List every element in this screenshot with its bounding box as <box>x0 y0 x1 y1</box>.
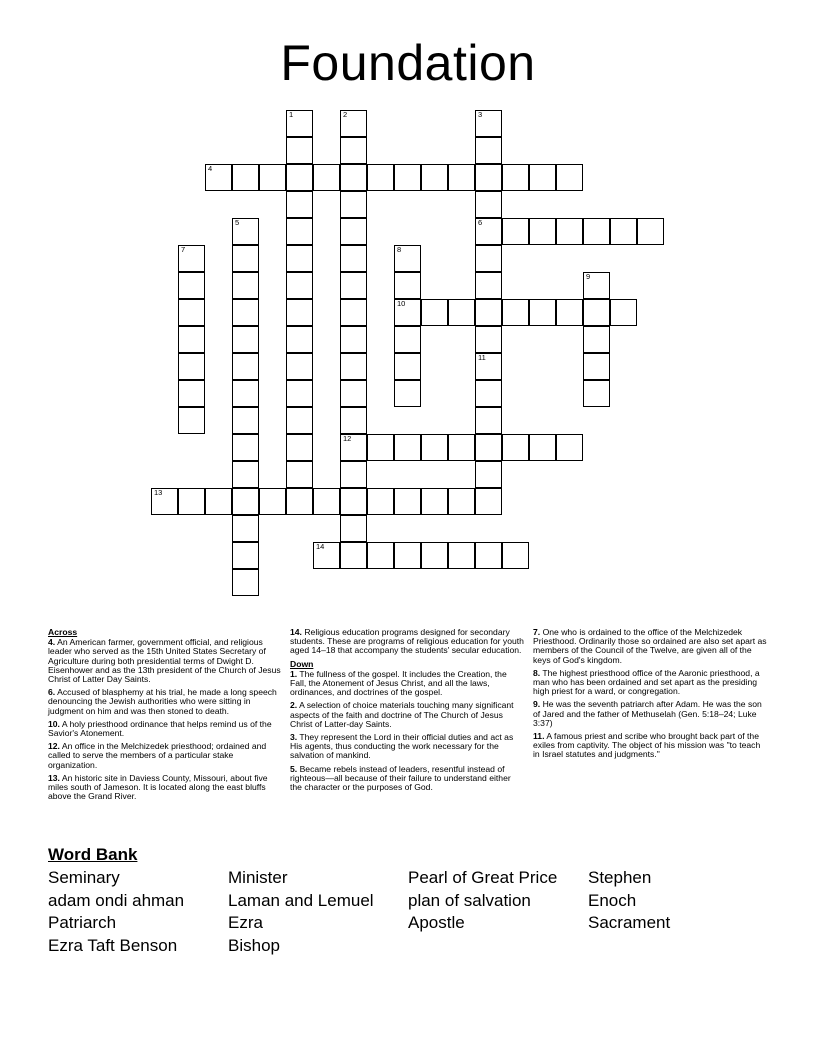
clue-number: 4 <box>208 164 213 173</box>
grid-cell[interactable] <box>340 299 367 326</box>
word-bank-item: Bishop <box>228 935 280 955</box>
grid-cell[interactable] <box>475 380 502 407</box>
clue-across-10: 10. A holy priesthood ordinance that helps remind us of the Savior's Atonement. <box>48 718 272 739</box>
word-bank <box>48 867 768 957</box>
grid-cell[interactable] <box>340 380 367 407</box>
grid-cell[interactable] <box>475 326 502 353</box>
grid-cell[interactable] <box>475 299 502 326</box>
grid-cell[interactable] <box>367 164 394 191</box>
grid-cell[interactable] <box>232 488 259 515</box>
grid-cell[interactable] <box>583 380 610 407</box>
word-bank-item: adam ondi ahman <box>48 890 185 910</box>
grid-cell[interactable] <box>286 218 313 245</box>
grid-cell[interactable] <box>178 488 205 515</box>
grid-cell[interactable] <box>394 299 421 326</box>
grid-cell[interactable] <box>556 164 583 191</box>
grid-cell[interactable] <box>340 434 367 461</box>
grid-cell[interactable] <box>475 272 502 299</box>
clue-down-3: 3. They represent the Lord in their official duties and act as His agents, thus conducting the work necessary for the salvation of mankind. <box>290 732 514 761</box>
grid-cell[interactable] <box>286 353 313 380</box>
word-bank-item: Stephen <box>588 868 652 887</box>
grid-cell[interactable] <box>178 299 205 326</box>
grid-cell[interactable] <box>475 191 502 218</box>
clue-number: 3 <box>478 110 483 119</box>
clue-number: 2 <box>343 110 348 119</box>
clue-column-3 <box>533 628 769 764</box>
grid-cell[interactable] <box>394 488 421 515</box>
clue-number: 6 <box>478 218 483 227</box>
grid-cell[interactable] <box>475 407 502 434</box>
grid-cell[interactable] <box>367 434 394 461</box>
grid-cell[interactable] <box>394 245 421 272</box>
clue-column-2 <box>290 628 524 796</box>
clue-down-2: 2. A selection of choice materials touching many significant aspects of the faith and doctrine of The Church of Jesus Christ of Latter-day Saints. <box>290 700 514 729</box>
grid-cell[interactable] <box>286 434 313 461</box>
clue-down-7: 7. One who is ordained to the office of the Melchizedek Priesthood. Ordinarily those so ordained are also set apart as members of the Council of the Twelve, are given all of the keys of God's kingdom. <box>533 627 767 665</box>
grid-cell[interactable] <box>178 245 205 272</box>
clue-column-1 <box>48 628 284 805</box>
across-heading: Across <box>48 627 78 637</box>
clue-down-5: 5. Became rebels instead of leaders, resentful instead of righteous—all because of their failure to understand either the character or the purposes of God. <box>290 763 511 793</box>
clue-across-14: 14. Religious education programs designed for secondary students. These are programs of religious education for youth aged 14–18 that accompany the students' secular education. <box>290 627 524 656</box>
word-bank-item: Laman and Lemuel <box>228 890 374 910</box>
grid-cell[interactable] <box>232 299 259 326</box>
grid-cell[interactable] <box>529 299 556 326</box>
grid-cell[interactable] <box>421 164 448 191</box>
grid-cell[interactable] <box>394 326 421 353</box>
grid-cell[interactable] <box>151 488 178 515</box>
clue-number: 1 <box>289 110 294 119</box>
grid-cell[interactable] <box>286 326 313 353</box>
word-bank-item: Enoch <box>588 890 637 910</box>
clue-number: 9 <box>586 272 591 281</box>
grid-cell[interactable] <box>232 380 259 407</box>
grid-cell[interactable] <box>529 434 556 461</box>
word-bank-item: Minister <box>228 868 288 887</box>
grid-cell[interactable] <box>340 353 367 380</box>
grid-cell[interactable] <box>178 272 205 299</box>
grid-cell[interactable] <box>529 164 556 191</box>
grid-cell[interactable] <box>475 353 502 380</box>
grid-cell[interactable] <box>502 218 529 245</box>
grid-cell[interactable] <box>475 434 502 461</box>
word-bank-item: Sacrament <box>588 913 671 933</box>
grid-cell[interactable] <box>367 488 394 515</box>
word-bank-item: Seminary <box>48 868 120 887</box>
grid-cell[interactable] <box>448 434 475 461</box>
grid-cell[interactable] <box>421 434 448 461</box>
grid-cell[interactable] <box>475 245 502 272</box>
grid-cell[interactable] <box>232 326 259 353</box>
grid-cell[interactable] <box>286 380 313 407</box>
grid-cell[interactable] <box>448 488 475 515</box>
word-bank-item: plan of salvation <box>408 890 531 910</box>
grid-cell[interactable] <box>340 164 367 191</box>
grid-cell[interactable] <box>286 191 313 218</box>
grid-cell[interactable] <box>232 218 259 245</box>
grid-cell[interactable] <box>340 515 367 542</box>
grid-cell[interactable] <box>286 407 313 434</box>
grid-cell[interactable] <box>259 164 286 191</box>
grid-cell[interactable] <box>232 353 259 380</box>
grid-cell[interactable] <box>583 299 610 326</box>
grid-cell[interactable] <box>232 542 259 569</box>
grid-cell[interactable] <box>232 434 259 461</box>
grid-cell[interactable] <box>313 488 340 515</box>
clue-across-4: 4. An American farmer, government official, and religious leader who served as the 15th United States Secretary of Agriculture during both presidential terms of Dwight D. Eisenhower and as the 13th president of the Church of Jesus Christ of Latter Day Saints. <box>48 637 281 685</box>
grid-cell[interactable] <box>340 110 367 137</box>
grid-cell[interactable] <box>448 164 475 191</box>
grid-cell[interactable] <box>394 542 421 569</box>
grid-cell[interactable] <box>340 542 367 569</box>
word-bank-item: Pearl of Great Price <box>408 868 558 887</box>
word-bank-item: Ezra <box>228 913 263 933</box>
grid-cell[interactable] <box>475 137 502 164</box>
grid-cell[interactable] <box>259 488 286 515</box>
grid-cell[interactable] <box>475 218 502 245</box>
grid-cell[interactable] <box>340 191 367 218</box>
grid-cell[interactable] <box>583 353 610 380</box>
grid-cell[interactable] <box>583 218 610 245</box>
clue-number: 13 <box>154 488 163 497</box>
clue-down-9: 9. He was the seventh patriarch after Adam. He was the son of Jared and the father of Methuselah (Gen. 5:18–24; Luke 3:37) <box>533 699 762 728</box>
grid-cell[interactable] <box>394 380 421 407</box>
grid-cell[interactable] <box>583 326 610 353</box>
grid-cell[interactable] <box>178 353 205 380</box>
grid-cell[interactable] <box>178 407 205 434</box>
grid-cell[interactable] <box>394 272 421 299</box>
grid-cell[interactable] <box>448 542 475 569</box>
grid-cell[interactable] <box>313 542 340 569</box>
grid-cell[interactable] <box>286 137 313 164</box>
grid-cell[interactable] <box>340 326 367 353</box>
grid-cell[interactable] <box>448 299 475 326</box>
grid-cell[interactable] <box>610 299 637 326</box>
grid-cell[interactable] <box>367 542 394 569</box>
grid-cell[interactable] <box>340 137 367 164</box>
grid-cell[interactable] <box>286 164 313 191</box>
grid-cell[interactable] <box>556 434 583 461</box>
grid-cell[interactable] <box>475 164 502 191</box>
grid-cell[interactable] <box>286 245 313 272</box>
grid-cell[interactable] <box>205 164 232 191</box>
grid-cell[interactable] <box>529 218 556 245</box>
grid-cell[interactable] <box>502 434 529 461</box>
word-bank-item: Patriarch <box>48 913 117 933</box>
grid-cell[interactable] <box>583 272 610 299</box>
grid-cell[interactable] <box>502 164 529 191</box>
word-bank-item: Ezra Taft Benson <box>48 935 178 955</box>
grid-cell[interactable] <box>610 218 637 245</box>
clue-number: 11 <box>478 353 486 362</box>
clue-number: 5 <box>235 218 240 227</box>
grid-cell[interactable] <box>232 407 259 434</box>
grid-cell[interactable] <box>475 461 502 488</box>
grid-cell[interactable] <box>286 110 313 137</box>
grid-cell[interactable] <box>340 407 367 434</box>
grid-cell[interactable] <box>556 218 583 245</box>
clue-across-6: 6. Accused of blasphemy at his trial, he made a long speech denouncing the Jewish authorities who were sitting in judgment on him and was then stoned to death. <box>48 687 277 716</box>
word-bank-item: Apostle <box>408 913 465 933</box>
grid-cell[interactable] <box>421 299 448 326</box>
grid-cell[interactable] <box>475 488 502 515</box>
clue-number: 14 <box>316 542 325 551</box>
grid-cell[interactable] <box>475 542 502 569</box>
grid-cell[interactable] <box>205 488 232 515</box>
clue-number: 10 <box>397 299 406 308</box>
grid-cell[interactable] <box>313 164 340 191</box>
puzzle-title: Foundation <box>280 35 536 91</box>
grid-cell[interactable] <box>340 218 367 245</box>
grid-cell[interactable] <box>340 245 367 272</box>
clue-down-1: 1. The fullness of the gospel. It includes the Creation, the Fall, the Atonement of Jesus Christ, and all the laws, ordinances, and doctrines of the gospel. <box>290 668 507 698</box>
down-heading: Down <box>290 658 314 669</box>
grid-cell[interactable] <box>421 488 448 515</box>
grid-cell[interactable] <box>394 164 421 191</box>
grid-cell[interactable] <box>232 515 259 542</box>
grid-cell[interactable] <box>232 461 259 488</box>
word-bank-title: Word Bank <box>48 845 138 864</box>
clue-down-11: 11. A famous priest and scribe who brought back part of the exiles from captivity. The object of his mission was "to teach in Israel statutes and judgments." <box>533 731 761 760</box>
grid-cell[interactable] <box>340 461 367 488</box>
grid-cell[interactable] <box>502 299 529 326</box>
clue-down-8: 8. The highest priesthood office of the Aaronic priesthood, a man who has been ordained and set apart as the presiding high priest for a ward, or congregation. <box>533 667 760 697</box>
grid-cell[interactable] <box>286 272 313 299</box>
clue-across-13: 13. An historic site in Daviess County, Missouri, about five miles south of Jameson. It is located along the east bluffs above the Grand River. <box>48 772 268 802</box>
grid-cell[interactable] <box>340 488 367 515</box>
clue-across-12: 12. An office in the Melchizedek priesthood; ordained and called to serve the members of a particular stake organization. <box>48 741 267 770</box>
grid-cell[interactable] <box>286 461 313 488</box>
grid-cell[interactable] <box>502 542 529 569</box>
clue-number: 7 <box>181 245 186 254</box>
grid-cell[interactable] <box>178 380 205 407</box>
grid-cell[interactable] <box>556 299 583 326</box>
grid-cell[interactable] <box>232 164 259 191</box>
grid-cell[interactable] <box>232 569 259 596</box>
grid-cell[interactable] <box>637 218 664 245</box>
grid-cell[interactable] <box>475 110 502 137</box>
grid-cell[interactable] <box>286 299 313 326</box>
grid-cell[interactable] <box>286 488 313 515</box>
grid-cell[interactable] <box>178 326 205 353</box>
grid-cell[interactable] <box>232 272 259 299</box>
grid-cell[interactable] <box>394 353 421 380</box>
grid-cell[interactable] <box>232 245 259 272</box>
clue-number: 8 <box>397 245 402 254</box>
grid-cell[interactable] <box>421 542 448 569</box>
grid-cell[interactable] <box>340 272 367 299</box>
clue-number: 12 <box>343 434 352 443</box>
grid-cell[interactable] <box>394 434 421 461</box>
